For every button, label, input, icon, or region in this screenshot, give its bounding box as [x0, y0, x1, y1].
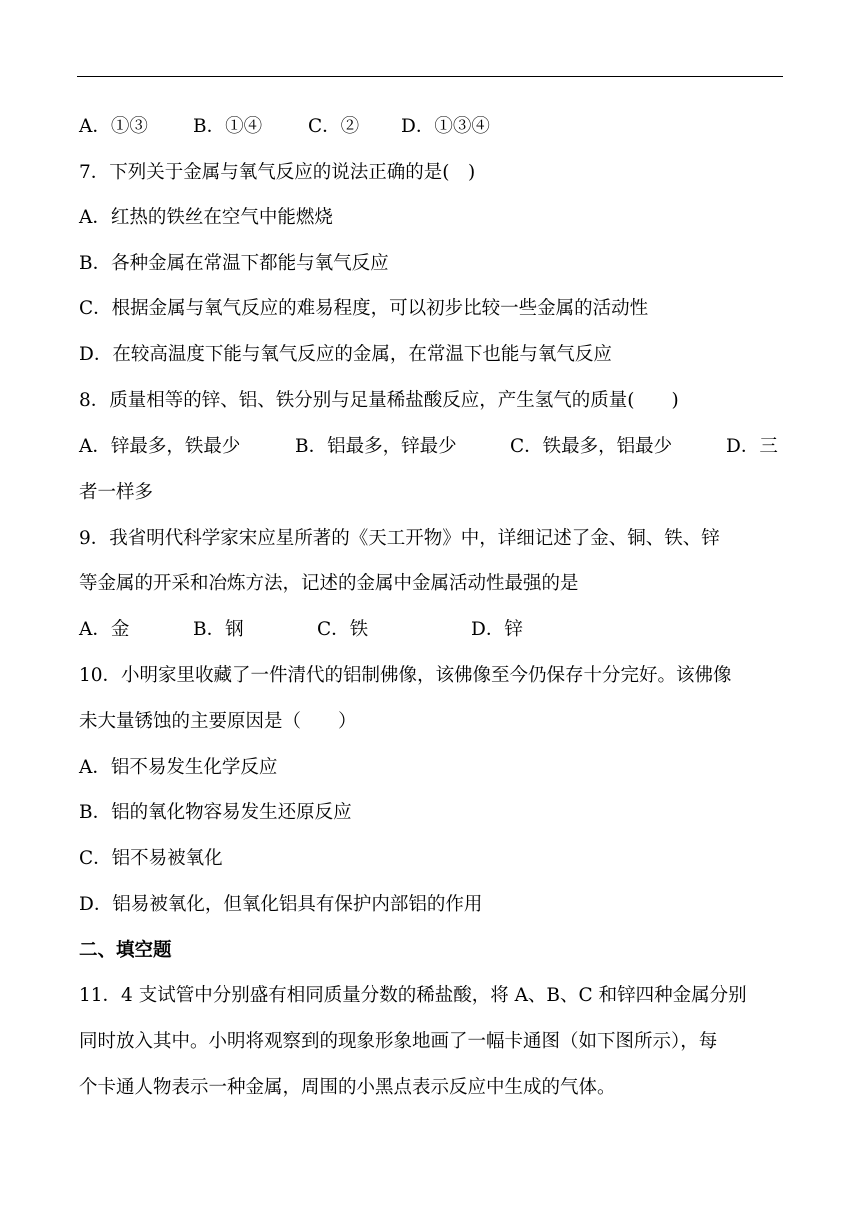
q11-line2: 同时放入其中。小明将观察到的现象形象地画了一幅卡通图（如下图所示），每: [79, 1031, 718, 1052]
q8-option-b: B．铝最多，锌最少: [295, 436, 457, 457]
q7-option-d: D．在较高温度下能与氧气反应的金属，在常温下也能与氧气反应: [79, 344, 612, 365]
q9-option-c: C．铁: [317, 619, 369, 640]
q6-option-d: D．①③④: [401, 116, 490, 137]
q10-option-b: B．铝的氧化物容易发生还原反应: [79, 802, 352, 823]
section-heading-fill-in: 二、填空题: [79, 940, 172, 961]
q8-stem: 8．质量相等的锌、铝、铁分别与足量稀盐酸反应，产生氢气的质量( ): [79, 390, 679, 411]
q9-stem-line2: 等金属的开采和冶炼方法，记述的金属中金属活动性最强的是: [79, 573, 579, 594]
q10-stem-line2: 未大量锈蚀的主要原因是（ ）: [79, 711, 357, 732]
q9-option-d: D．锌: [471, 619, 523, 640]
q10-stem-line1: 10．小明家里收藏了一件清代的铝制佛像，该佛像至今仍保存十分完好。该佛像: [79, 665, 732, 686]
q9-option-a: A．金: [79, 619, 130, 640]
q8-option-c: C．铁最多，铝最少: [510, 436, 673, 457]
q9-option-b: B．钢: [193, 619, 244, 640]
q9-stem-line1: 9．我省明代科学家宋应星所著的《天工开物》中，详细记述了金、铜、铁、锌: [79, 528, 720, 549]
header-rule: [77, 76, 783, 77]
q10-option-a: A．铝不易发生化学反应: [79, 757, 278, 778]
q7-stem: 7．下列关于金属与氧气反应的说法正确的是( ): [79, 162, 476, 183]
q6-option-b: B．①④: [193, 116, 263, 137]
q10-option-c: C．铝不易被氧化: [79, 848, 223, 869]
q8-option-a: A．锌最多，铁最少: [79, 436, 241, 457]
q8-option-d: D．三: [726, 436, 778, 457]
q7-option-c: C．根据金属与氧气反应的难易程度，可以初步比较一些金属的活动性: [79, 298, 649, 319]
q7-option-a: A．红热的铁丝在空气中能燃烧: [79, 207, 333, 228]
q6-option-c: C．②: [308, 116, 360, 137]
q6-option-a: A．①③: [79, 116, 148, 137]
q8-option-d-continued: 者一样多: [79, 482, 154, 503]
q11-line3: 个卡通人物表示一种金属，周围的小黑点表示反应中生成的气体。: [79, 1077, 616, 1098]
q7-option-b: B．各种金属在常温下都能与氧气反应: [79, 253, 389, 274]
q10-option-d: D．铝易被氧化，但氧化铝具有保护内部铝的作用: [79, 894, 483, 915]
q11-line1: 11．4 支试管中分别盛有相同质量分数的稀盐酸，将 A、B、C 和锌四种金属分别: [79, 985, 747, 1006]
